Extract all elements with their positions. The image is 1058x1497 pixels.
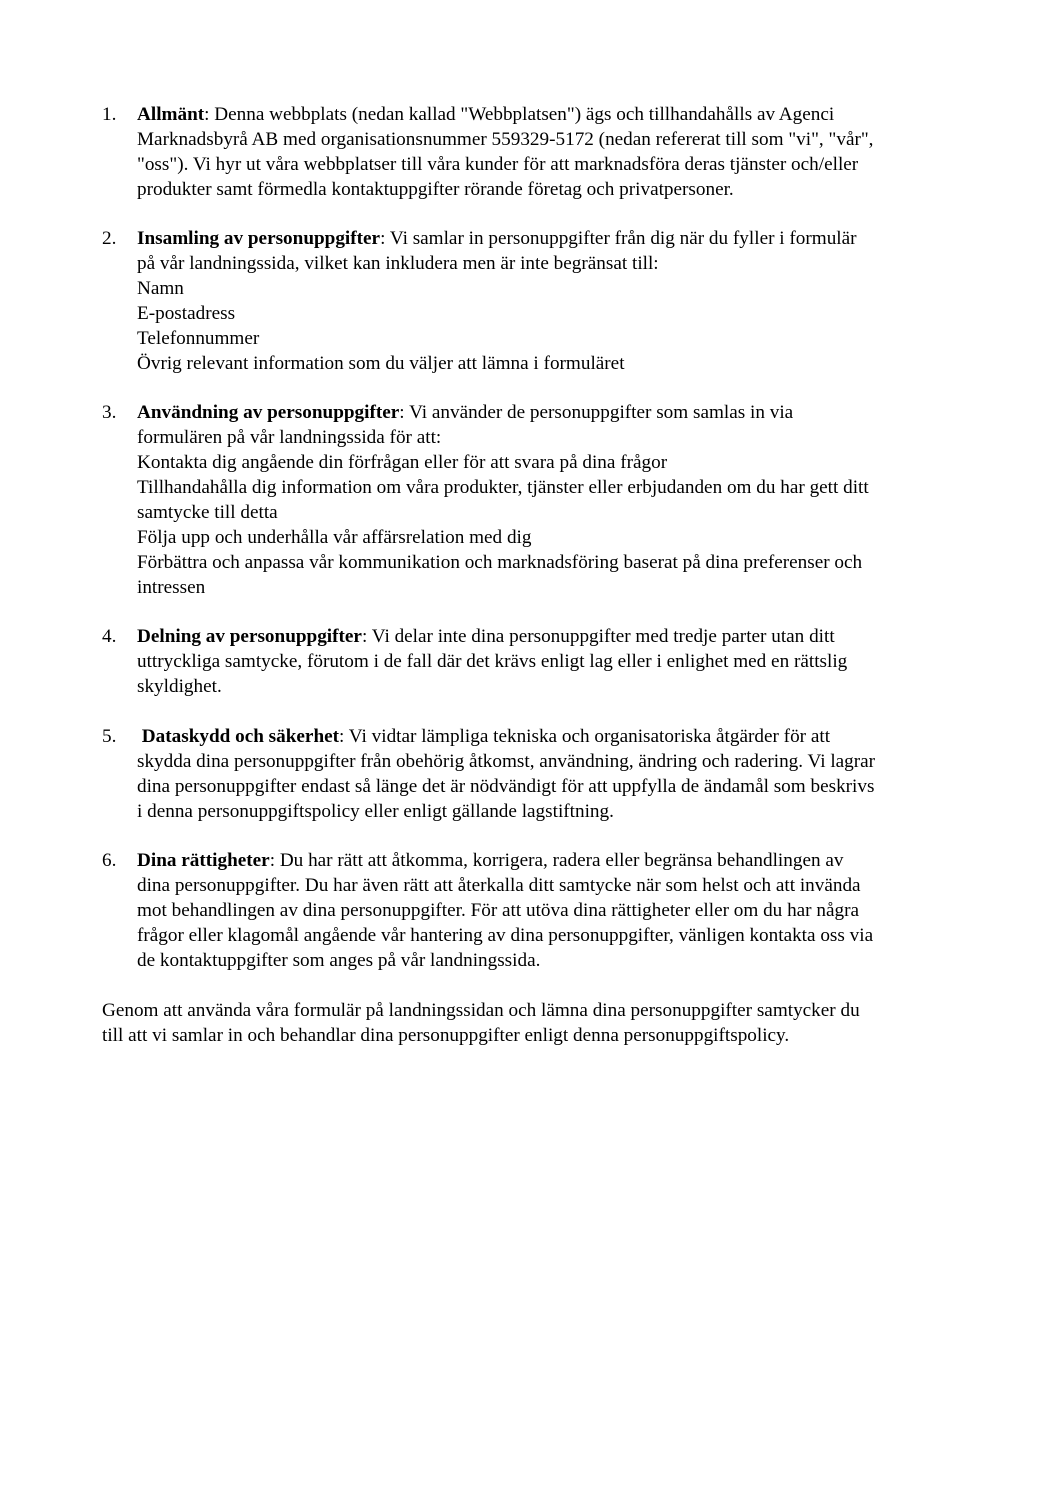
section-number: 1. — [102, 104, 117, 125]
section-first-line — [137, 624, 972, 649]
list-item: Förbättra och anpassa vår kommunikation och marknadsföring baserat på dina preferenser och — [137, 552, 863, 573]
list-item: Följa upp och underhålla vår affärsrelation med dig — [137, 527, 532, 548]
section-body — [137, 226, 972, 376]
list-item: samtycke till detta — [137, 502, 278, 523]
section-line: skydda dina personuppgifter från obehörig åtkomst, användning, ändring och radering. Vi lagrar — [137, 751, 876, 772]
section-dataskydd — [102, 724, 972, 824]
list-item: E-postadress — [137, 303, 236, 324]
section-insamling — [102, 226, 972, 376]
section-line: "oss"). Vi hyr ut våra webbplatser till våra kunder för att marknadsföra deras tjänster och/eller — [137, 154, 859, 175]
section-line: produkter samt förmedla kontaktuppgifter rörande företag och privatpersoner. — [137, 179, 734, 200]
section-first-line-text: : Vi vidtar lämpliga tekniska och organisatoriska åtgärder för att — [339, 726, 831, 747]
section-first-line-text: : Vi använder de personuppgifter som samlas in via — [399, 402, 794, 423]
section-line: de kontaktuppgifter som anges på vår landningssida. — [137, 950, 541, 971]
section-first-line-text: : Vi delar inte dina personuppgifter med tredje parter utan ditt — [361, 626, 835, 647]
section-heading: Allmänt — [137, 104, 205, 125]
section-body — [137, 848, 972, 973]
list-item: Övrig relevant information som du väljer att lämna i formuläret — [137, 353, 625, 374]
section-number: 2. — [102, 228, 117, 249]
list-item: Telefonnummer — [137, 328, 260, 349]
section-first-line — [137, 724, 972, 749]
section-anvandning — [102, 400, 972, 600]
section-first-line — [137, 226, 972, 251]
section-body — [137, 400, 972, 600]
section-line: i denna personuppgiftspolicy eller enligt gällande lagstiftning. — [137, 801, 614, 822]
section-first-line-text: : Denna webbplats (nedan kallad "Webbplatsen") ägs och tillhandahålls av Agenci — [204, 104, 835, 125]
closing-paragraph — [102, 998, 972, 1048]
list-item: intressen — [137, 577, 206, 598]
section-line: Marknadsbyrå AB med organisationsnummer 559329-5172 (nedan refererat till som "vi", "vår", — [137, 129, 874, 150]
section-first-line — [137, 400, 972, 425]
section-heading: Insamling av personuppgifter — [137, 228, 381, 249]
list-item: Kontakta dig angående din förfrågan eller för att svara på dina frågor — [137, 452, 668, 473]
section-allmant — [102, 102, 972, 202]
section-line: uttryckliga samtycke, förutom i de fall där det krävs enligt lag eller i enlighet med en rättslig — [137, 651, 848, 672]
section-first-line — [137, 848, 972, 873]
section-heading: Dina rättigheter — [137, 850, 270, 871]
section-body — [137, 102, 972, 202]
section-delning — [102, 624, 972, 699]
section-line: skyldighet. — [137, 676, 222, 697]
section-rattigheter — [102, 848, 972, 973]
list-item: Tillhandahålla dig information om våra produkter, tjänster eller erbjudanden om du har gett ditt — [137, 477, 869, 498]
section-line: frågor eller klagomål angående vår hantering av dina personuppgifter, vänligen kontakta oss via — [137, 925, 874, 946]
section-first-line — [137, 102, 972, 127]
closing-line: till att vi samlar in och behandlar dina personuppgifter enligt denna personuppgiftspolicy. — [102, 1025, 790, 1046]
section-number: 3. — [102, 402, 117, 423]
closing-line: Genom att använda våra formulär på landningssidan och lämna dina personuppgifter samtycker du — [102, 1000, 860, 1021]
section-line: på vår landningssida, vilket kan inkludera men är inte begränsat till: — [137, 253, 659, 274]
section-number: 6. — [102, 850, 117, 871]
section-heading: Delning av personuppgifter — [137, 626, 362, 647]
section-body — [137, 724, 972, 824]
section-heading: Dataskydd och säkerhet — [141, 726, 340, 747]
list-item: Namn — [137, 278, 184, 299]
section-heading: Användning av personuppgifter — [137, 402, 400, 423]
section-line: dina personuppgifter endast så länge det är nödvändigt för att uppfylla de ändamål som beskrivs — [137, 776, 875, 797]
section-line: mot behandlingen av dina personuppgifter. För att utöva dina rättigheter eller om du har några — [137, 900, 859, 921]
section-line: dina personuppgifter. Du har även rätt att återkalla ditt samtycke när som helst och att invända — [137, 875, 861, 896]
section-number: 4. — [102, 626, 117, 647]
section-first-line-text: : Vi samlar in personuppgifter från dig när du fyller i formulär — [380, 228, 857, 249]
section-first-line-text: : Du har rätt att åtkomma, korrigera, radera eller begränsa behandlingen av — [269, 850, 844, 871]
section-number: 5. — [102, 726, 117, 747]
section-body — [137, 624, 972, 699]
section-line: formulären på vår landningssida för att: — [137, 427, 442, 448]
